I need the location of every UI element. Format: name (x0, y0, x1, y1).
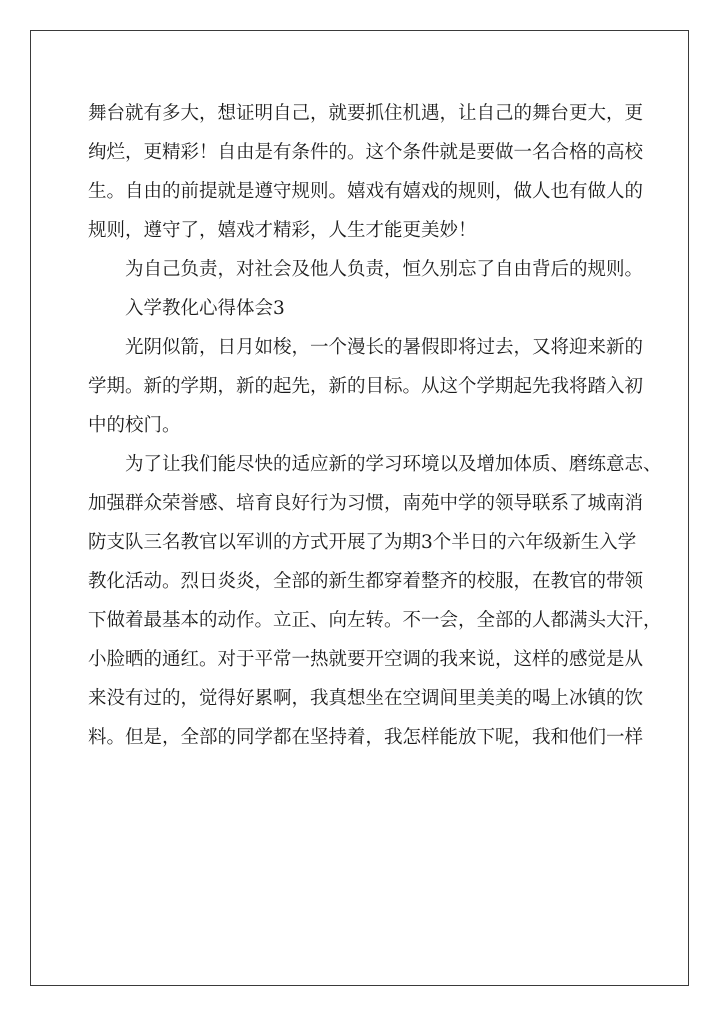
paragraph-line: 舞台就有多大，想证明自己，就要抓住机遇，让自己的舞台更大，更 (88, 103, 644, 124)
paragraph-line: 生。自由的前提就是遵守规则。嬉戏有嬉戏的规则，做人也有做人的 (88, 181, 644, 202)
paragraph-line: 中的校门。 (88, 415, 181, 436)
paragraph-line: 小脸晒的通红。对于平常一热就要开空调的我来说，这样的感觉是从 (88, 649, 644, 670)
paragraph-line: 绚烂，更精彩！自由是有条件的。这个条件就是要做一名合格的高校 (88, 142, 644, 163)
paragraph-line: 规则，遵守了，嬉戏才精彩，人生才能更美妙！ (88, 220, 477, 241)
paragraph-line: 来没有过的，觉得好累啊，我真想坐在空调间里美美的喝上冰镇的饮 (88, 688, 644, 709)
paragraph-line: 加强群众荣誉感、培育良好行为习惯，南苑中学的领导联系了城南消 (88, 493, 644, 514)
paragraph-line: 教化活动。烈日炎炎，全部的新生都穿着整齐的校服，在教官的带领 (88, 571, 644, 592)
paragraph-line: 光阴似箭，日月如梭，一个漫长的暑假即将过去，又将迎来新的 (125, 337, 644, 358)
paragraph-line: 料。但是，全部的同学都在坚持着，我怎样能放下呢，我和他们一样 (88, 727, 644, 748)
paragraph-line: 学期。新的学期，新的起先，新的目标。从这个学期起先我将踏入初 (88, 376, 644, 397)
paragraph-line: 下做着最基本的动作。立正、向左转。不一会，全部的人都满头大汗， (88, 610, 662, 631)
paragraph-line: 为了让我们能尽快的适应新的学习环境以及增加体质、磨练意志、 (125, 454, 662, 475)
paragraph-line: 防支队三名教官以军训的方式开展了为期3个半日的六年级新生入学 (88, 532, 637, 553)
section-heading: 入学教化心得体会3 (125, 298, 285, 319)
document-body (88, 94, 662, 757)
paragraph-line: 为自己负责，对社会及他人负责，恒久别忘了自由背后的规则。 (125, 259, 644, 280)
